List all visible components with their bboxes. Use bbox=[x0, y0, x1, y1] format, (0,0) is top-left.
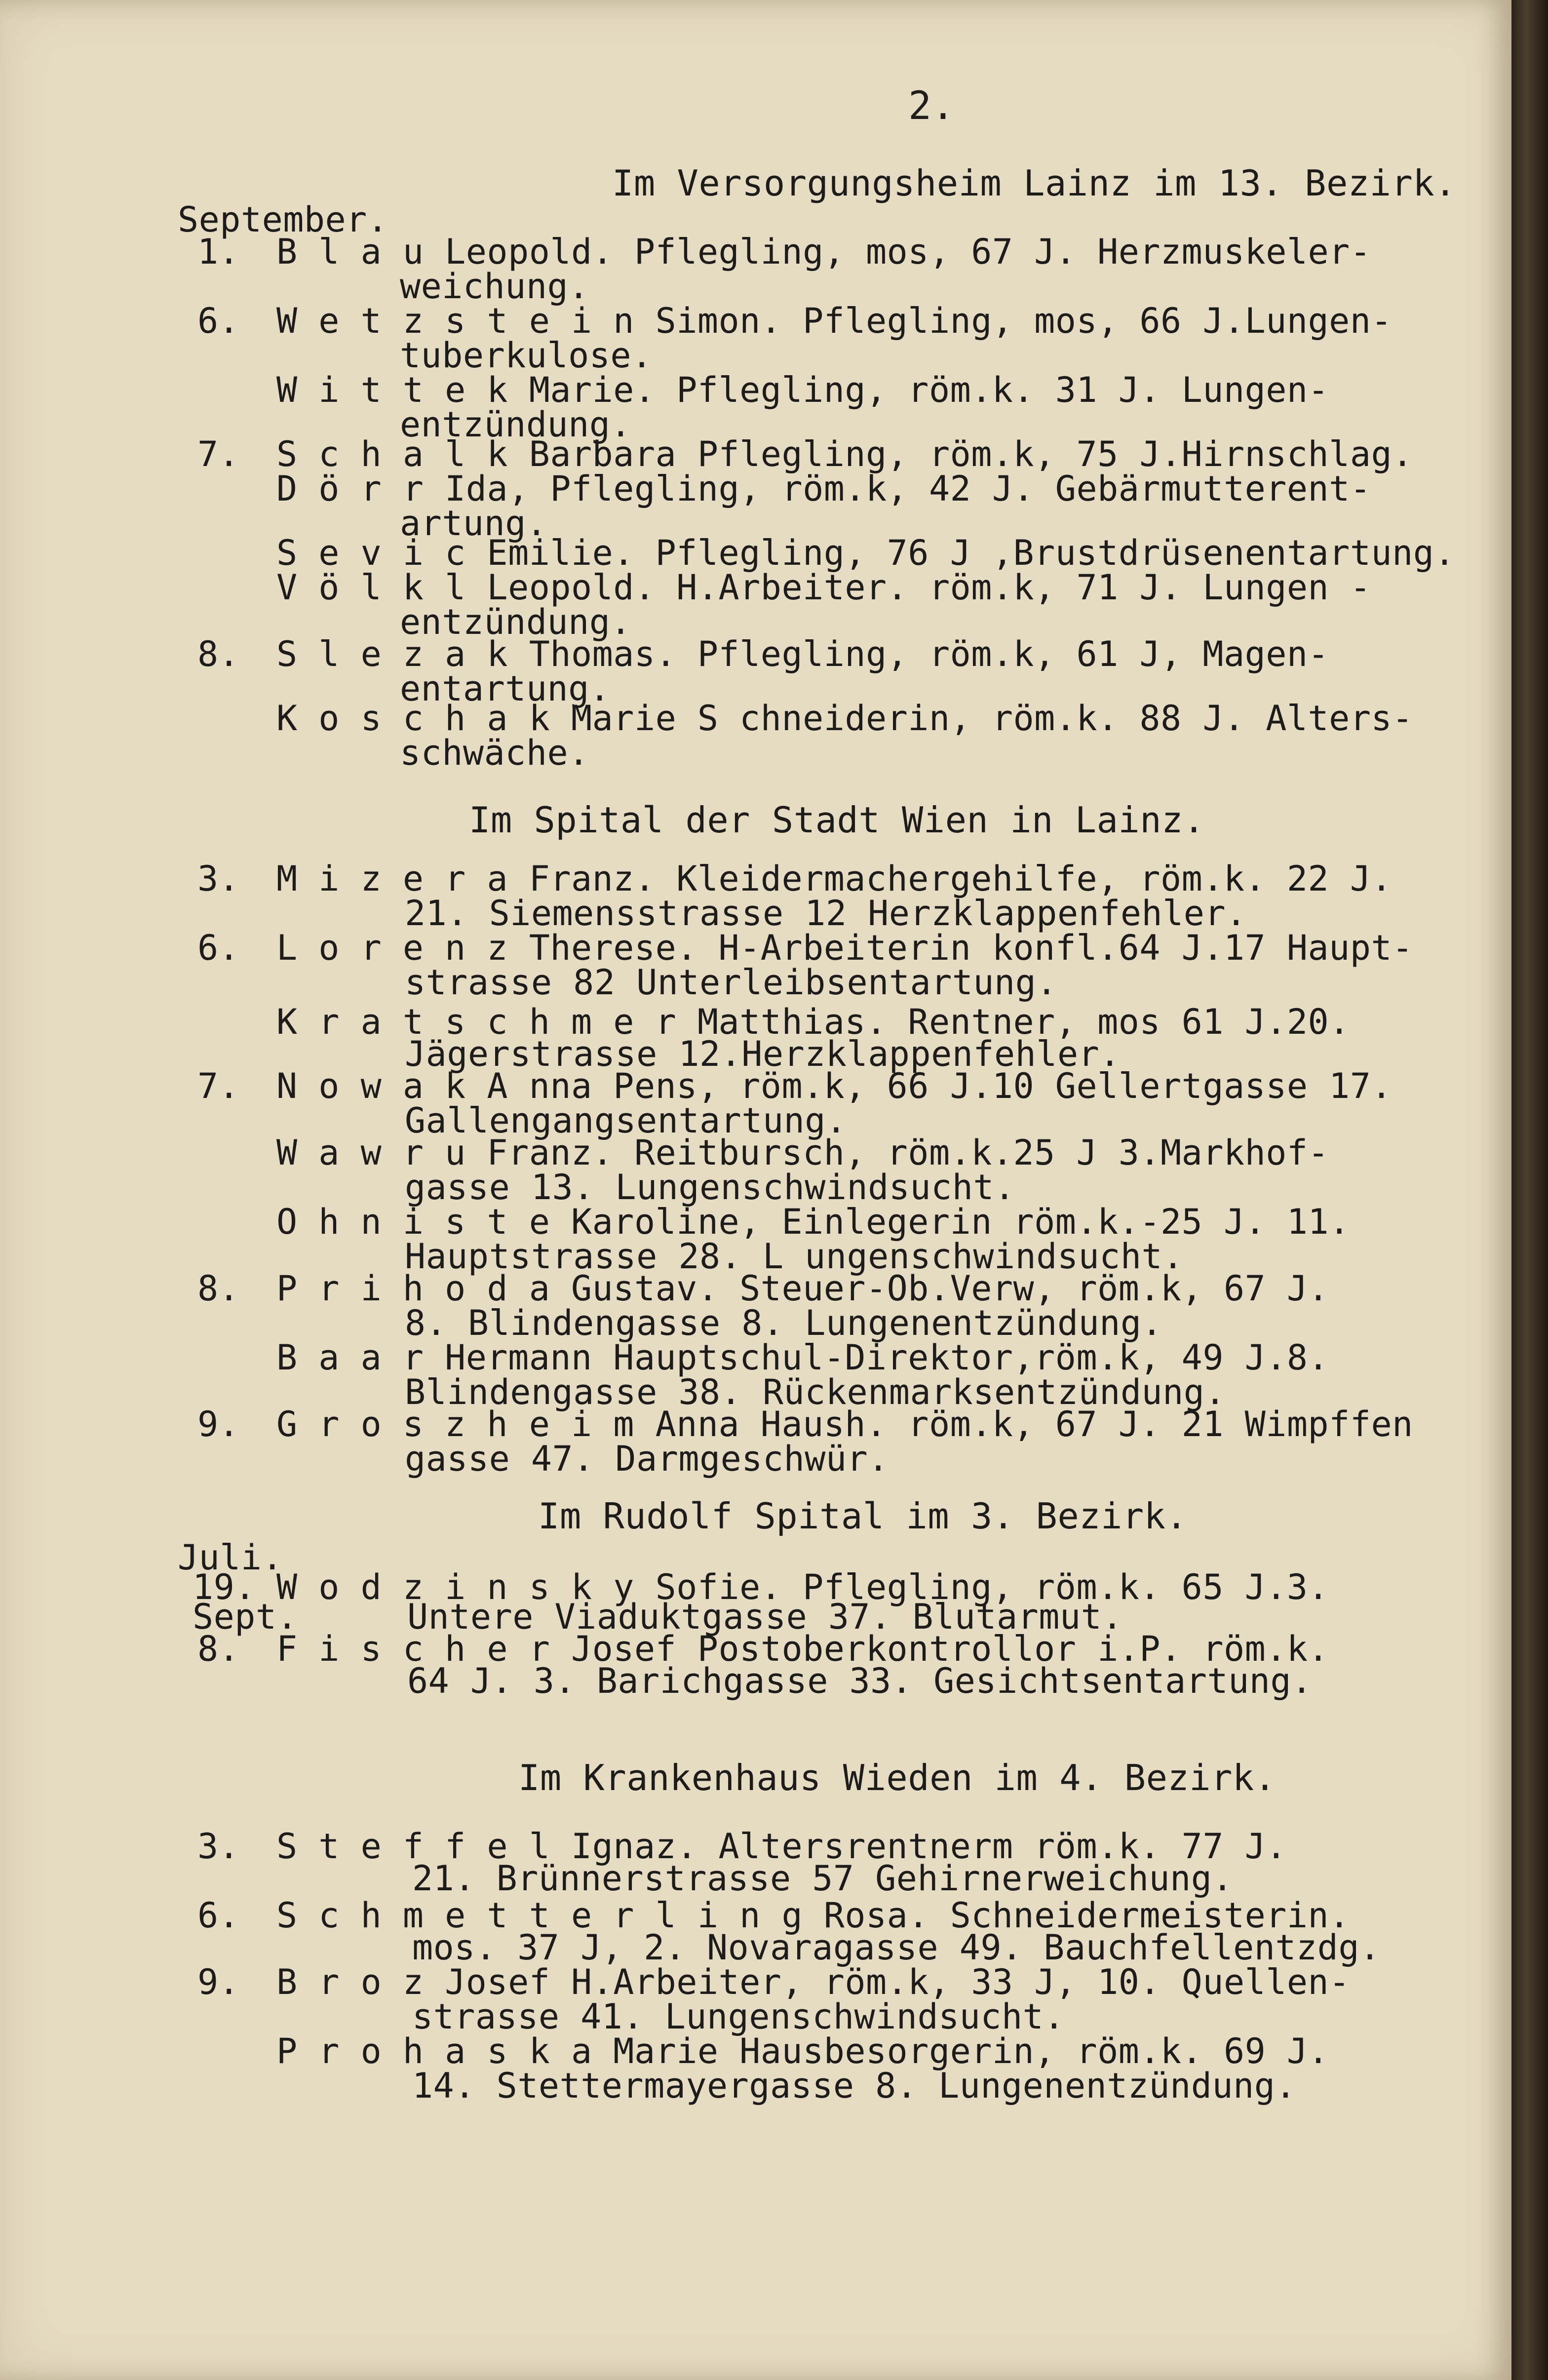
entry-day: 9. bbox=[197, 1962, 240, 2002]
entry-day: 3. bbox=[197, 858, 240, 899]
entry-line: schwäche. bbox=[400, 733, 589, 773]
entry-line: S t e f f e l Ignaz. Altersrentnerm röm.k. 77 J. bbox=[276, 1826, 1287, 1867]
entry-line: K r a t s c h m e r Matthias. Rentner, mos 61 J.20. bbox=[276, 1002, 1350, 1042]
entry-line: G r o s z h e i m Anna Haush. röm.k, 67 J. 21 Wimpffen bbox=[276, 1404, 1413, 1444]
month-label: Juli. bbox=[178, 1537, 283, 1578]
entry-line: gasse 47. Darmgeschwür. bbox=[405, 1439, 889, 1479]
entry-line: L o r e n z Therese. H-Arbeiterin konfl.64 J.17 Haupt- bbox=[276, 928, 1413, 968]
entry-day: 7. bbox=[197, 434, 240, 474]
entry-line: tuberkulose. bbox=[400, 335, 653, 376]
entry-day: 6. bbox=[197, 301, 240, 341]
entry-line: strasse 41. Lungenschwindsucht. bbox=[412, 1996, 1065, 2037]
entry-line: gasse 13. Lungenschwindsucht. bbox=[405, 1167, 1015, 1208]
entry-line: V ö l k l Leopold. H.Arbeiter. röm.k, 71 J. Lungen - bbox=[276, 567, 1371, 608]
entry-day: 8. bbox=[197, 1629, 240, 1669]
entry-line: W i t t e k Marie. Pflegling, röm.k. 31 J. Lungen- bbox=[276, 370, 1329, 410]
entry-day: 9. bbox=[197, 1404, 240, 1444]
entry-line: K o s c h a k Marie S chneiderin, röm.k. 88 J. Alters- bbox=[276, 698, 1413, 739]
entry-line: entzündung. bbox=[400, 602, 632, 642]
entry-line: O h n i s t e Karoline, Einlegerin röm.k.-25 J. 11. bbox=[276, 1202, 1350, 1242]
entry-line: 8. Blindengasse 8. Lungenentzündung. bbox=[405, 1303, 1163, 1343]
entry-line: Gallengangsentartung. bbox=[405, 1100, 847, 1141]
page-number: 2. bbox=[908, 84, 955, 128]
entry-line: S c h m e t t e r l i n g Rosa. Schneidermeisterin. bbox=[276, 1895, 1350, 1936]
entry-line: Blindengasse 38. Rückenmarksentzündung. bbox=[405, 1372, 1226, 1412]
entry-line: 64 J. 3. Barichgasse 33. Gesichtsentartung. bbox=[407, 1661, 1313, 1701]
entry-line: F i s c h e r Josef Postoberkontrollor i.P. röm.k. bbox=[276, 1629, 1329, 1669]
entry-line: B r o z Josef H.Arbeiter, röm.k, 33 J, 10. Quellen- bbox=[276, 1962, 1350, 2002]
entry-line: W o d z i n s k y Sofie. Pflegling, röm.k. 65 J.3. bbox=[276, 1567, 1329, 1607]
entry-line: entzündung. bbox=[400, 404, 632, 445]
month-label: Sept. bbox=[193, 1597, 298, 1637]
entry-day: 7. bbox=[197, 1066, 240, 1106]
book-edge bbox=[1511, 0, 1548, 2380]
entry-line: 21. Brünnerstrasse 57 Gehirnerweichung. bbox=[412, 1858, 1234, 1899]
entry-line: W a w r u Franz. Reitbursch, röm.k.25 J 3.Markhof- bbox=[276, 1132, 1329, 1173]
section-heading: Im Rudolf Spital im 3. Bezirk. bbox=[538, 1495, 1188, 1537]
entry-line: Hauptstrasse 28. L ungenschwindsucht. bbox=[405, 1236, 1184, 1277]
entry-line: 14. Stettermayergasse 8. Lungenentzündung. bbox=[412, 2066, 1297, 2106]
entry-line: Untere Viaduktgasse 37. Blutarmut. bbox=[407, 1597, 1123, 1637]
entry-day: 6. bbox=[197, 1895, 240, 1936]
entry-day: 6. bbox=[197, 928, 240, 968]
entry-line: D ö r r Ida, Pflegling, röm.k, 42 J. Gebärmutterent- bbox=[276, 468, 1371, 509]
entry-day: 19. bbox=[193, 1567, 256, 1607]
entry-line: M i z e r a Franz. Kleidermachergehilfe, röm.k. 22 J. bbox=[276, 858, 1393, 899]
entry-line: mos. 37 J, 2. Novaragasse 49. Bauchfellentzdg. bbox=[412, 1927, 1381, 1968]
entry-line: B a a r Hermann Hauptschul-Direktor,röm.k, 49 J.8. bbox=[276, 1337, 1329, 1378]
entry-day: 8. bbox=[197, 1268, 240, 1309]
entry-line: N o w a k A nna Pens, röm.k, 66 J.10 Gellertgasse 17. bbox=[276, 1066, 1393, 1106]
month-label: September. bbox=[178, 199, 388, 240]
entry-line: artung. bbox=[400, 503, 547, 544]
entry-line: S c h a l k Barbara Pflegling, röm.k, 75 J.Hirnschlag. bbox=[276, 434, 1413, 474]
entry-day: 8. bbox=[197, 634, 240, 674]
entry-line: entartung. bbox=[400, 668, 611, 709]
entry-line: P r i h o d a Gustav. Steuer-Ob.Verw, röm.k, 67 J. bbox=[276, 1268, 1329, 1309]
section-heading: Im Versorgungsheim Lainz im 13. Bezirk. bbox=[612, 162, 1457, 204]
entry-line: W e t z s t e i n Simon. Pflegling, mos, 66 J.Lungen- bbox=[276, 301, 1393, 341]
entry-line: Jägerstrasse 12.Herzklappenfehler. bbox=[405, 1034, 1121, 1074]
section-heading: Im Krankenhaus Wieden im 4. Bezirk. bbox=[518, 1757, 1276, 1798]
entry-line: S l e z a k Thomas. Pflegling, röm.k, 61 J, Magen- bbox=[276, 634, 1329, 674]
entry-line: P r o h a s k a Marie Hausbesorgerin, röm.k. 69 J. bbox=[276, 2031, 1329, 2071]
entry-line: S e v i c Emilie. Pflegling, 76 J ,Brustdrüsenentartung. bbox=[276, 533, 1456, 573]
entry-line: strasse 82 Unterleibsentartung. bbox=[405, 962, 1057, 1003]
entry-line: B l a u Leopold. Pflegling, mos, 67 J. Herzmuskeler- bbox=[276, 232, 1371, 272]
entry-day: 3. bbox=[197, 1826, 240, 1867]
entry-line: weichung. bbox=[400, 266, 589, 307]
entry-line: 21. Siemensstrasse 12 Herzklappenfehler. bbox=[405, 893, 1247, 934]
section-heading: Im Spital der Stadt Wien in Lainz. bbox=[469, 799, 1205, 841]
entry-day: 1. bbox=[197, 232, 240, 272]
